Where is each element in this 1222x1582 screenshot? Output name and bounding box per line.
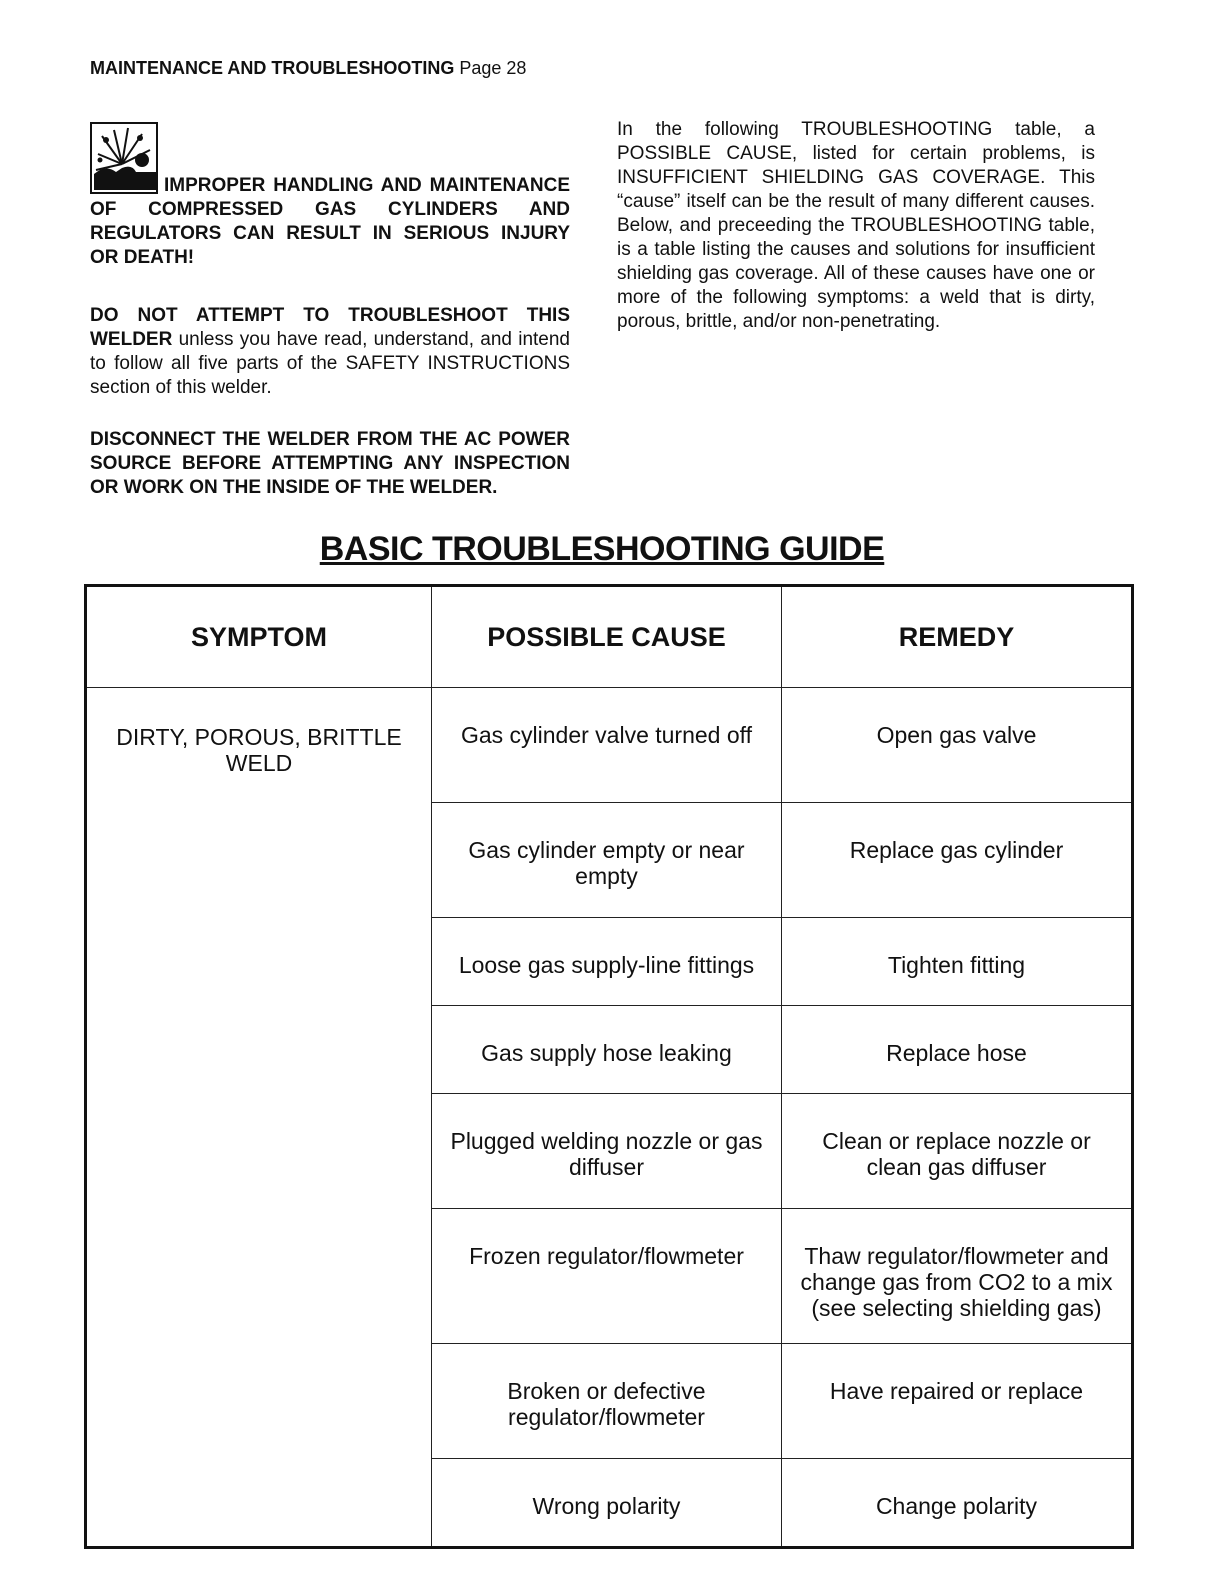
- cause-cell: Broken or defective regulator/flowmeter: [431, 1344, 781, 1459]
- remedy-cell: Change polarity: [781, 1459, 1132, 1548]
- table-row: [86, 688, 1133, 803]
- cause-cell: Gas cylinder empty or near empty: [431, 803, 781, 918]
- cause-cell: Gas cylinder valve turned off: [431, 688, 781, 803]
- remedy-cell: Tighten fitting: [781, 918, 1132, 1006]
- guide-title: BASIC TROUBLESHOOTING GUIDE: [319, 530, 885, 568]
- remedy-cell: Replace hose: [781, 1006, 1132, 1094]
- header-remedy: REMEDY: [781, 586, 1132, 688]
- cause-cell: Loose gas supply-line fittings: [431, 918, 781, 1006]
- remedy-cell: Have repaired or replace: [781, 1344, 1132, 1459]
- gas-cylinder-warning: IMPROPER HANDLING AND MAINTENANCE OF COMPRESSED GAS CYLINDERS AND REGULATORS CAN RESULT IN SERIOUS INJURY OR DEATH!: [90, 175, 570, 268]
- table-header-row: [86, 586, 1133, 688]
- page-number: Page 28: [459, 58, 527, 78]
- remedy-cell: Clean or replace nozzle or clean gas diffuser: [781, 1094, 1132, 1209]
- troubleshoot-notice-bold: DO NOT ATTEMPT TO TROUBLESHOOT THIS WELDER: [90, 305, 570, 350]
- remedy-cell: Replace gas cylinder: [781, 803, 1132, 918]
- remedy-cell: Thaw regulator/flowmeter and change gas from CO2 to a mix (see selecting shielding gas): [781, 1209, 1132, 1344]
- right-column-intro: In the following TROUBLESHOOTING table, a POSSIBLE CAUSE, listed for certain problems, is INSUFFICIENT SHIELDING GAS COVERAGE. This “cause” itself can be the result of many different causes. Below, and preceeding the TROUBLESHOOTING table, is a table listing the causes and solutions for insufficient shielding gas coverage. All of these causes have one or more of the following symptoms: a weld that is dirty, porous, brittle, and/or non-penetrating.: [617, 119, 1095, 332]
- cause-cell: Frozen regulator/flowmeter: [431, 1209, 781, 1344]
- cause-cell: Plugged welding nozzle or gas diffuser: [431, 1094, 781, 1209]
- symptom-cell: DIRTY, POROUS, BRITTLE WELD: [86, 688, 432, 1548]
- cause-cell: Gas supply hose leaking: [431, 1006, 781, 1094]
- header-symptom: SYMPTOM: [86, 586, 432, 688]
- troubleshoot-notice-text: unless you have read, understand, and intend to follow all five parts of the SAFETY INSTRUCTIONS section of this welder.: [90, 329, 570, 398]
- left-column: [90, 122, 570, 500]
- explosion-warning-icon: [90, 122, 158, 194]
- disconnect-warning: DISCONNECT THE WELDER FROM THE AC POWER SOURCE BEFORE ATTEMPTING ANY INSPECTION OR WORK ON THE INSIDE OF THE WELDER.: [90, 429, 570, 498]
- remedy-cell: Open gas valve: [781, 688, 1132, 803]
- cause-cell: Wrong polarity: [431, 1459, 781, 1548]
- page-header: [90, 58, 526, 79]
- troubleshooting-table: [84, 584, 1134, 1549]
- header-possible-cause: POSSIBLE CAUSE: [431, 586, 781, 688]
- troubleshoot-notice: [90, 304, 570, 400]
- section-title: MAINTENANCE AND TROUBLESHOOTING: [90, 58, 455, 78]
